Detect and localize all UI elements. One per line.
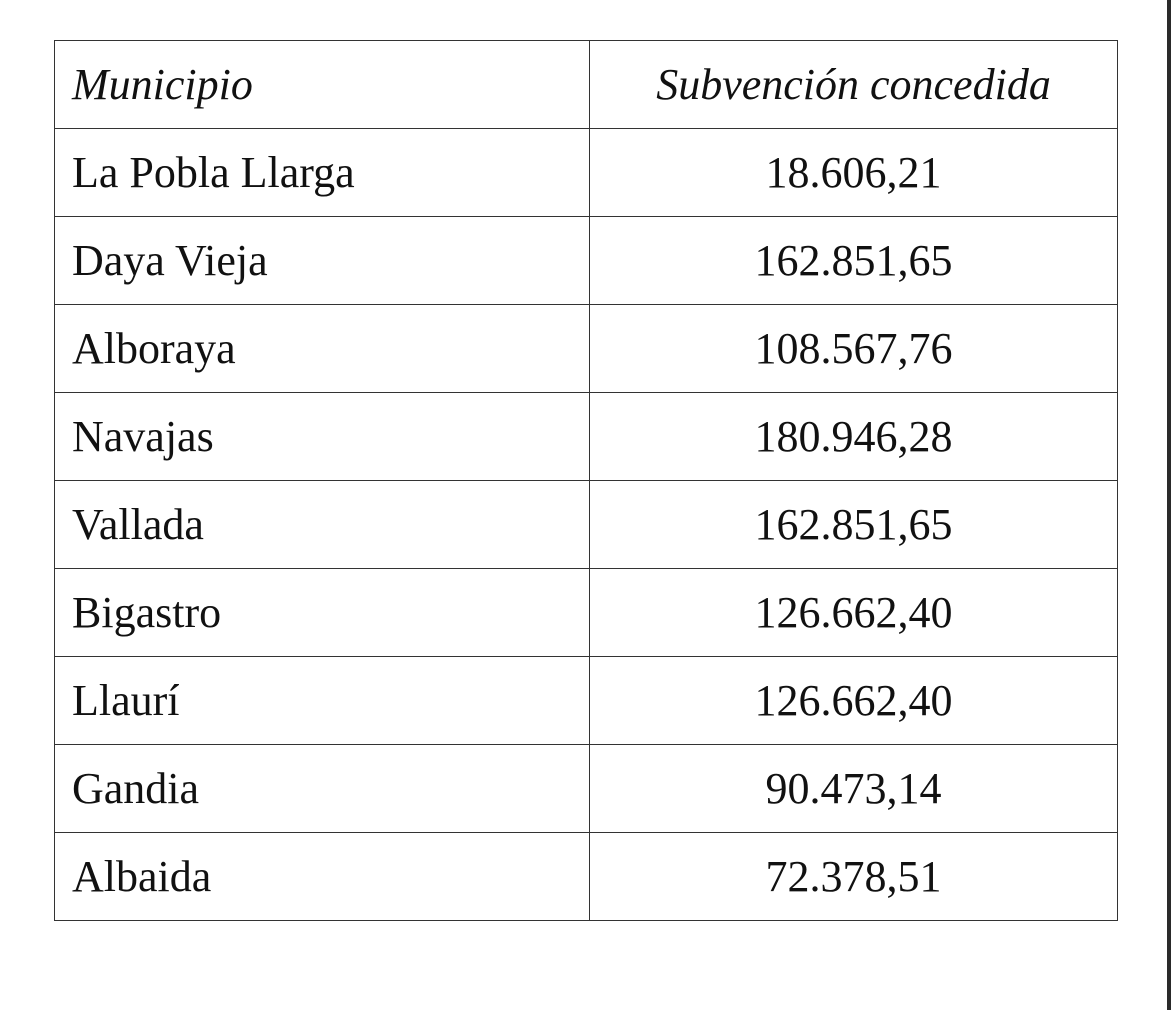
page-edge-divider <box>1167 0 1171 1010</box>
municipality-cell: Albaida <box>55 833 590 921</box>
municipality-cell: Vallada <box>55 481 590 569</box>
amount-cell: 72.378,51 <box>590 833 1118 921</box>
amount-cell: 162.851,65 <box>590 481 1118 569</box>
amount-cell: 90.473,14 <box>590 745 1118 833</box>
municipality-cell: Navajas <box>55 393 590 481</box>
municipality-cell: La Pobla Llarga <box>55 129 590 217</box>
amount-cell: 162.851,65 <box>590 217 1118 305</box>
amount-cell: 180.946,28 <box>590 393 1118 481</box>
municipality-cell: Bigastro <box>55 569 590 657</box>
municipality-cell: Gandia <box>55 745 590 833</box>
amount-cell: 18.606,21 <box>590 129 1118 217</box>
municipality-cell: Alboraya <box>55 305 590 393</box>
amount-cell: 108.567,76 <box>590 305 1118 393</box>
table-row <box>55 833 1118 921</box>
table-row <box>55 569 1118 657</box>
table-row <box>55 217 1118 305</box>
table-row <box>55 305 1118 393</box>
table-row <box>55 393 1118 481</box>
subsidy-table <box>54 40 1118 921</box>
column-header-municipio: Municipio <box>55 41 590 129</box>
table-header-row <box>55 41 1118 129</box>
column-header-subvencion: Subvención concedida <box>590 41 1118 129</box>
amount-cell: 126.662,40 <box>590 569 1118 657</box>
amount-cell: 126.662,40 <box>590 657 1118 745</box>
table-row <box>55 657 1118 745</box>
table-row <box>55 745 1118 833</box>
municipality-cell: Daya Vieja <box>55 217 590 305</box>
table-row <box>55 129 1118 217</box>
table-row <box>55 481 1118 569</box>
municipality-cell: Llaurí <box>55 657 590 745</box>
